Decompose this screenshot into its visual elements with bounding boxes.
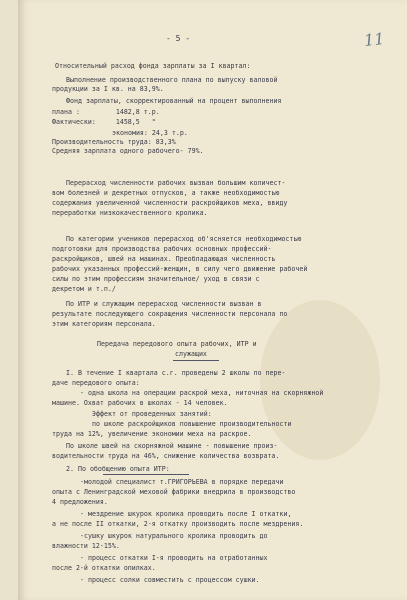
text-line: - процесс откатки I-я проводить на отработанных (80, 554, 268, 562)
text-line: водительности труда на 46%, снижение количества возврата. (52, 452, 280, 460)
text-line: 2. По обобщению опыта ИТР: (66, 465, 170, 473)
text-line: Фонд зарплаты, скорректированный на процент выполнения (66, 97, 282, 105)
text-line: - одна школа на операции раскрой меха, ниточная на скорняжной (80, 389, 324, 397)
text-line: По школе швей на скорняжной машине - повышение произ- (66, 442, 278, 450)
text-line: даче передового опыта: (52, 379, 140, 387)
text-line: плана : 1482,8 т.р. (52, 108, 160, 116)
text-line: Эффект от проведенных занятий: (92, 410, 212, 418)
text-line: Производительность труда: 83,3% (52, 138, 176, 146)
paper-stain (260, 300, 380, 460)
text-line: а не после II откатки, 2-я откатку производить после мездрения. (52, 520, 304, 528)
text-line: подготовки для производства рабочих основных профессий- (52, 245, 272, 253)
text-line: после 2-й откатки опилках. (52, 564, 156, 572)
text-line: по школе раскройщиков повышение производительности (92, 420, 292, 428)
text-line: -молодой специалист т.ГРИГОРЬЕВА в порядке передачи (80, 478, 284, 486)
text-line: - процесс солки совместить с процессом сушки. (80, 576, 260, 584)
text-line: -сушку шкурок натурального кролика проводить до (80, 532, 268, 540)
text-line: декретом и т.п./ (52, 285, 116, 293)
text-line: машине. Охват рабочих в школах - 14 человек. (52, 399, 228, 407)
text-line: По категории учеников перерасход об'ясняется необходимостью (66, 235, 302, 243)
text-line: вом болезней и декретных отпусков, а также необходимостью (52, 189, 280, 197)
text-line: экономия: 24,3 т.р. (112, 129, 188, 137)
text-line: Средняя зарплата одного рабочего- 79%. (52, 147, 204, 155)
section-heading: Передача передового опыта рабочих, ИТР и (97, 340, 257, 348)
text-line: Выполнение производственного плана по выпуску валовой (66, 76, 278, 84)
text-line: силы по этим профессиям значительное/ уход в связи с (52, 275, 260, 283)
text-line: опыта с Ленинградской меховой фабрики внедрила в производство (52, 488, 296, 496)
page-number: - 5 - (166, 34, 191, 43)
text-line: - мездрение шкурок кролика проводить после I откатки, (80, 510, 292, 518)
text-line: I. В течение I квартала с.г. проведены 2 школы по пере- (66, 369, 286, 377)
text-line: раскройщиков, швей на машинах. Преобладающая численность (52, 255, 276, 263)
text-line: результате последующего сокращения численности персонала по (52, 310, 288, 318)
text-underline (103, 474, 189, 475)
text-line: содержания увеличенной численности раскройщиков меха, ввиду (52, 199, 288, 207)
text-line: переработки низкокачественного кролика. (52, 209, 208, 217)
text-line: 4 предложения. (52, 498, 108, 506)
text-line: продукции за I кв. на 83,9%. (52, 85, 164, 93)
text-line: По ИТР и служащим перерасход численности вызван в (66, 300, 262, 308)
text-line: влажности 12-15%. (52, 542, 120, 550)
text-line: труда на 12%, увеличение экономии меха на раскрое. (52, 430, 252, 438)
section-heading: служащих (175, 350, 207, 358)
handwritten-folio-number: 11 (363, 28, 386, 51)
text-line: Фактически: 1458,5 " (52, 118, 156, 126)
text-line: этим категориям персонала. (52, 320, 156, 328)
text-line: Относительный расход фонда зарплаты за I квартал: (55, 62, 251, 70)
text-line: Перерасход численности рабочих вызван большим количест- (66, 179, 286, 187)
text-line: рабочих указанных профессий-женщин, в силу чего движение рабочей (52, 265, 308, 273)
heading-underline (173, 360, 219, 361)
